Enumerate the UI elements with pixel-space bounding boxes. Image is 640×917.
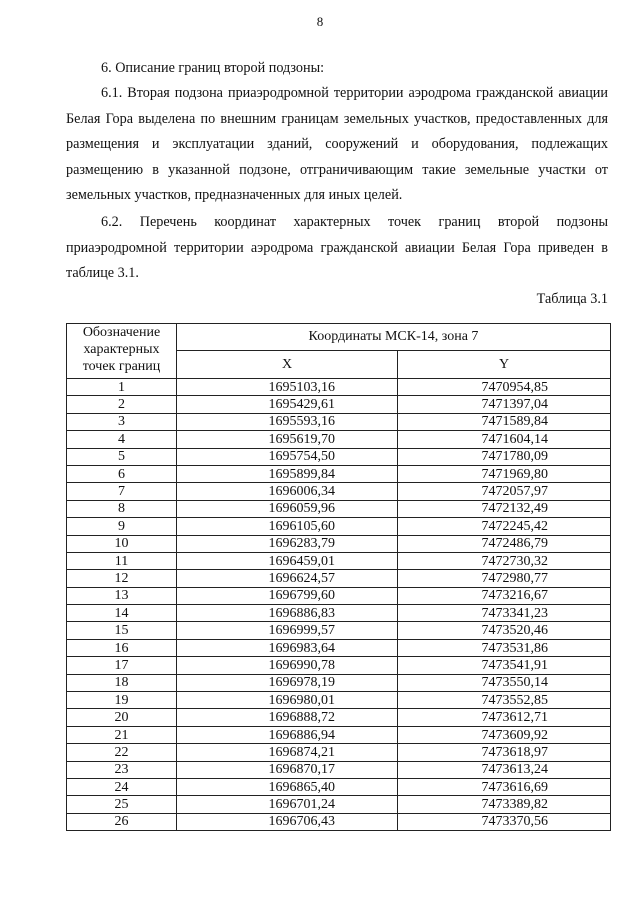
table-row: [67, 500, 611, 517]
y-coordinate-cell: 7472057,97: [398, 483, 611, 500]
point-number-cell: 11: [67, 552, 177, 569]
x-coordinate-cell: 1696870,17: [177, 761, 398, 778]
point-number-cell: 6: [67, 465, 177, 482]
x-coordinate-cell: 1696701,24: [177, 796, 398, 813]
point-number-cell: 4: [67, 431, 177, 448]
section-heading: 6. Описание границ второй подзоны:: [101, 60, 325, 76]
table-row: [67, 483, 611, 500]
point-number-cell: 25: [67, 796, 177, 813]
paragraph-6-1: 6.1. Вторая подзона приаэродромной территории аэродрома гражданской авиации Белая Гора выделена по внешним границам земельных участков, предоставленных для размещения и эксплуатации зданий, сооружений и оборудования, подлежащих размещению в указанной подзоне, отграничивающим такие земельные участки от земельных участков, предназначенных для иных целей.: [66, 85, 608, 203]
table-row: [67, 448, 611, 465]
y-coordinate-cell: 7472486,79: [398, 535, 611, 552]
x-coordinate-cell: 1695899,84: [177, 465, 398, 482]
x-coordinate-cell: 1696983,64: [177, 639, 398, 656]
x-coordinate-cell: 1696059,96: [177, 500, 398, 517]
table-row: [67, 709, 611, 726]
point-number-cell: 17: [67, 657, 177, 674]
y-coordinate-cell: 7472730,32: [398, 552, 611, 569]
y-coordinate-cell: 7471780,09: [398, 448, 611, 465]
y-coordinate-cell: 7472132,49: [398, 500, 611, 517]
table-row: [67, 379, 611, 396]
x-coordinate-cell: 1695619,70: [177, 431, 398, 448]
y-coordinate-cell: 7473616,69: [398, 778, 611, 795]
table-row: [67, 518, 611, 535]
x-coordinate-cell: 1696886,94: [177, 726, 398, 743]
y-coordinate-cell: 7473389,82: [398, 796, 611, 813]
table-row: [67, 396, 611, 413]
y-coordinate-cell: 7473609,92: [398, 726, 611, 743]
table-caption: Таблица 3.1: [536, 291, 608, 307]
table-row: [67, 552, 611, 569]
x-coordinate-cell: 1696978,19: [177, 674, 398, 691]
paragraph-6-2: 6.2. Перечень координат характерных точек границ второй подзоны приаэродромной территории аэродрома гражданской авиации Белая Гора приведен в таблице 3.1.: [66, 214, 608, 281]
header-point-designation: Обозначение характерных точек границ: [67, 324, 177, 379]
coordinates-table: [66, 323, 611, 831]
table-row: [67, 639, 611, 656]
x-coordinate-cell: 1696006,34: [177, 483, 398, 500]
table-row: [67, 535, 611, 552]
table-body: [67, 379, 611, 831]
x-coordinate-cell: 1696980,01: [177, 692, 398, 709]
table-row: [67, 570, 611, 587]
x-coordinate-cell: 1696886,83: [177, 605, 398, 622]
point-number-cell: 3: [67, 413, 177, 430]
y-coordinate-cell: 7470954,85: [398, 379, 611, 396]
point-number-cell: 23: [67, 761, 177, 778]
table-row: [67, 657, 611, 674]
x-coordinate-cell: 1696999,57: [177, 622, 398, 639]
point-number-cell: 16: [67, 639, 177, 656]
point-number-cell: 7: [67, 483, 177, 500]
point-number-cell: 13: [67, 587, 177, 604]
y-coordinate-cell: 7473370,56: [398, 813, 611, 830]
table-row: [67, 761, 611, 778]
point-number-cell: 24: [67, 778, 177, 795]
y-coordinate-cell: 7473550,14: [398, 674, 611, 691]
header-coordinate-system: Координаты МСК-14, зона 7: [177, 324, 611, 351]
table-row: [67, 778, 611, 795]
x-coordinate-cell: 1695593,16: [177, 413, 398, 430]
y-coordinate-cell: 7473520,46: [398, 622, 611, 639]
y-coordinate-cell: 7473216,67: [398, 587, 611, 604]
header-y: Y: [398, 351, 611, 379]
y-coordinate-cell: 7473618,97: [398, 744, 611, 761]
y-coordinate-cell: 7473541,91: [398, 657, 611, 674]
point-number-cell: 26: [67, 813, 177, 830]
point-number-cell: 9: [67, 518, 177, 535]
x-coordinate-cell: 1696459,01: [177, 552, 398, 569]
table-row: [67, 796, 611, 813]
point-number-cell: 20: [67, 709, 177, 726]
table-row: [67, 465, 611, 482]
table-row: [67, 413, 611, 430]
x-coordinate-cell: 1696888,72: [177, 709, 398, 726]
point-number-cell: 1: [67, 379, 177, 396]
point-number-cell: 19: [67, 692, 177, 709]
x-coordinate-cell: 1696865,40: [177, 778, 398, 795]
point-number-cell: 2: [67, 396, 177, 413]
header-x: X: [177, 351, 398, 379]
y-coordinate-cell: 7471397,04: [398, 396, 611, 413]
y-coordinate-cell: 7472245,42: [398, 518, 611, 535]
table-row: [67, 744, 611, 761]
point-number-cell: 22: [67, 744, 177, 761]
y-coordinate-cell: 7471604,14: [398, 431, 611, 448]
x-coordinate-cell: 1696799,60: [177, 587, 398, 604]
table-row: [67, 431, 611, 448]
point-number-cell: 14: [67, 605, 177, 622]
x-coordinate-cell: 1695429,61: [177, 396, 398, 413]
x-coordinate-cell: 1696283,79: [177, 535, 398, 552]
x-coordinate-cell: 1696990,78: [177, 657, 398, 674]
table-row: [67, 726, 611, 743]
x-coordinate-cell: 1695754,50: [177, 448, 398, 465]
point-number-cell: 5: [67, 448, 177, 465]
y-coordinate-cell: 7473341,23: [398, 605, 611, 622]
point-number-cell: 10: [67, 535, 177, 552]
y-coordinate-cell: 7472980,77: [398, 570, 611, 587]
point-number-cell: 12: [67, 570, 177, 587]
y-coordinate-cell: 7473613,24: [398, 761, 611, 778]
table-row: [67, 587, 611, 604]
point-number-cell: 21: [67, 726, 177, 743]
page-number: 8: [316, 14, 324, 29]
point-number-cell: 18: [67, 674, 177, 691]
y-coordinate-cell: 7471589,84: [398, 413, 611, 430]
table-row: [67, 622, 611, 639]
y-coordinate-cell: 7473612,71: [398, 709, 611, 726]
point-number-cell: 8: [67, 500, 177, 517]
x-coordinate-cell: 1696874,21: [177, 744, 398, 761]
y-coordinate-cell: 7473552,85: [398, 692, 611, 709]
y-coordinate-cell: 7473531,86: [398, 639, 611, 656]
x-coordinate-cell: 1696105,60: [177, 518, 398, 535]
table-row: [67, 692, 611, 709]
x-coordinate-cell: 1696624,57: [177, 570, 398, 587]
point-number-cell: 15: [67, 622, 177, 639]
table-row: [67, 605, 611, 622]
table-row: [67, 813, 611, 830]
y-coordinate-cell: 7471969,80: [398, 465, 611, 482]
x-coordinate-cell: 1696706,43: [177, 813, 398, 830]
table-row: [67, 674, 611, 691]
x-coordinate-cell: 1695103,16: [177, 379, 398, 396]
